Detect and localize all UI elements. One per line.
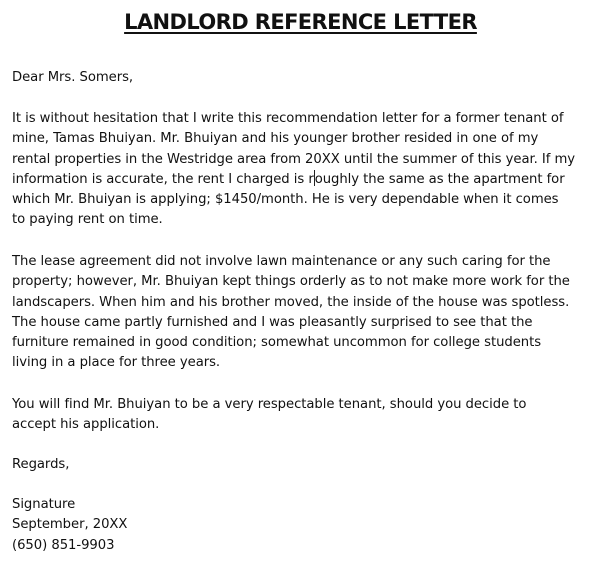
paragraph-1 bbox=[12, 109, 597, 231]
signature-date: September, 20XX bbox=[12, 517, 128, 533]
paragraph-1-line-4 bbox=[12, 170, 597, 190]
paragraph-2-line-4: The house came partly furnished and I was pleasantly surprised to see that the bbox=[12, 314, 533, 330]
paragraph-3 bbox=[12, 395, 597, 436]
paragraph-2-line-1: The lease agreement did not involve lawn maintenance or any such caring for the bbox=[12, 254, 551, 269]
paragraph-3-line-2: accept his application. bbox=[12, 417, 160, 433]
signature-phone: (650) 851-9903 bbox=[12, 537, 115, 553]
salutation bbox=[12, 68, 597, 88]
signature-block bbox=[12, 495, 597, 556]
signature-name: Signature bbox=[12, 497, 76, 512]
closing bbox=[12, 455, 597, 475]
paragraph-2-line-5: furniture remained in good condition; somewhat uncommon for college students bbox=[12, 335, 542, 351]
paragraph-1-line-4-end: oughly the same as the apartment for bbox=[314, 171, 565, 187]
letter-title: LANDLORD REFERENCE LETTER bbox=[124, 10, 477, 34]
paragraph-1-line-3: rental properties in the Westridge area from 20XX until the summer of this year. If my bbox=[12, 151, 576, 167]
paragraph-2 bbox=[12, 252, 597, 374]
paragraph-3-line-1: You will find Mr. Bhuiyan to be a very respectable tenant, should you decide to bbox=[12, 397, 527, 412]
paragraph-1-line-1: It is without hesitation that I write this recommendation letter for a former tenant of bbox=[12, 111, 564, 126]
paragraph-1-line-4-start: information is accurate, the rent I charged is r bbox=[12, 171, 314, 187]
paragraph-1-line-5: which Mr. Bhuiyan is applying; $1450/month. He is very dependable when it comes bbox=[12, 192, 559, 208]
salutation-text: Dear Mrs. Somers, bbox=[12, 70, 134, 85]
paragraph-2-line-6: living in a place for three years. bbox=[12, 355, 221, 371]
paragraph-2-line-2: property; however, Mr. Bhuiyan kept things orderly as to not make more work for the bbox=[12, 274, 570, 290]
paragraph-1-line-2: mine, Tamas Bhuiyan. Mr. Bhuiyan and his younger brother resided in one of my bbox=[12, 131, 539, 147]
paragraph-2-line-3: landscapers. When him and his brother moved, the inside of the house was spotless. bbox=[12, 294, 570, 310]
paragraph-1-line-6: to paying rent on time. bbox=[12, 212, 163, 228]
closing-text: Regards, bbox=[12, 457, 70, 472]
